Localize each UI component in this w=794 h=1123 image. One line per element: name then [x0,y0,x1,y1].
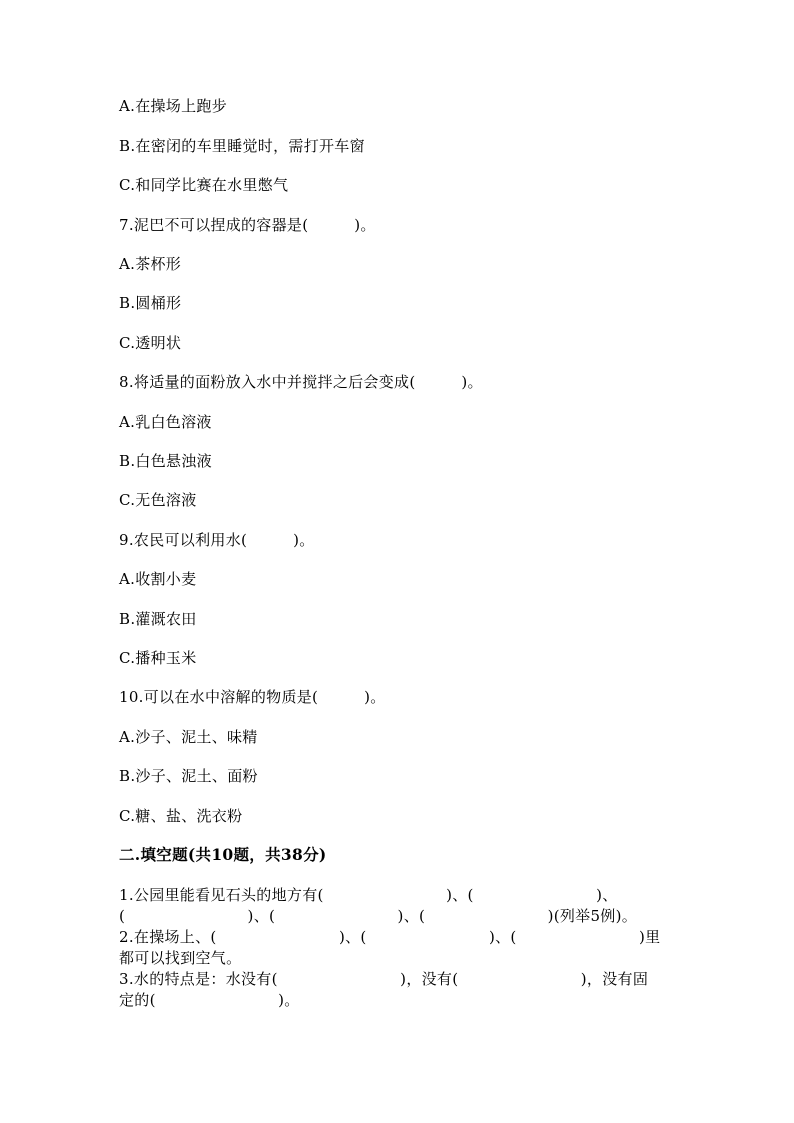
option-c: C.和同学比赛在水里憋气 [119,176,289,194]
question-9-option-a: A.收割小麦 [119,570,197,588]
question-10-option-c: C.糖、盐、洗衣粉 [119,807,243,825]
section-heading: 二.填空题(共10题，共38分) [119,845,327,864]
fill-question-3-line-1: 3.水的特点是：水没有( )，没有( )，没有固 [119,970,649,988]
question-7-option-a: A.茶杯形 [119,255,182,273]
fill-question-2-line-1: 2.在操场上、( )、( )、( )里 [119,928,661,946]
fill-question-2-line-2: 都可以找到空气。 [119,949,242,967]
question-8-option-c: C.无色溶液 [119,491,197,509]
question-7-option-b: B.圆桶形 [119,294,182,312]
option-b: B.在密闭的车里睡觉时，需打开车窗 [119,137,365,155]
fill-question-1-line-1: 1.公园里能看见石头的地方有( )、( )、 [119,886,618,904]
question-9-stem: 9.农民可以利用水( )。 [119,531,315,549]
question-7-option-c: C.透明状 [119,334,182,352]
question-8-option-b: B.白色悬浊液 [119,452,212,470]
fill-question-1-line-2: ( )、( )、( )(列举5例)。 [119,907,638,925]
question-9-option-b: B.灌溉农田 [119,610,197,628]
option-a: A.在操场上跑步 [119,97,228,115]
question-10-option-a: A.沙子、泥土、味精 [119,728,258,746]
question-9-option-c: C.播种玉米 [119,649,197,667]
question-10-option-b: B.沙子、泥土、面粉 [119,767,258,785]
question-7-stem: 7.泥巴不可以捏成的容器是( )。 [119,216,376,234]
fill-question-3-line-2: 定的( )。 [119,991,300,1009]
question-8-option-a: A.乳白色溶液 [119,413,212,431]
question-10-stem: 10.可以在水中溶解的物质是( )。 [119,688,386,706]
question-8-stem: 8.将适量的面粉放入水中并搅拌之后会变成( )。 [119,373,483,391]
